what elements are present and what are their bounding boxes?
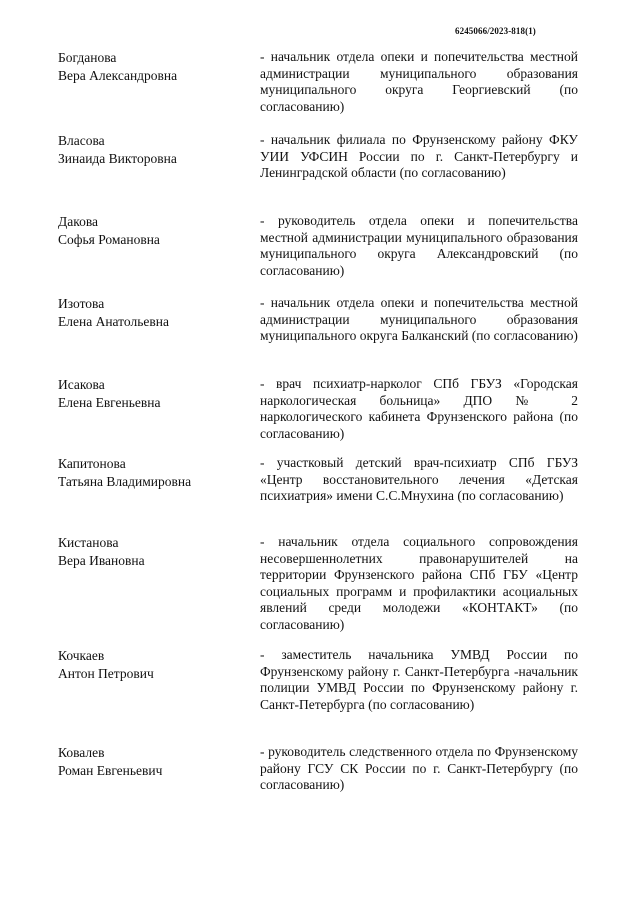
member-role: - заместитель начальника УМВД России по Фрунзенскому району г. Санкт-Петербурга -начальник полиции УМВД России по Фрунзенскому району г. Санкт-Петербурга (по согласованию) bbox=[260, 647, 578, 712]
member-surname: Ковалев bbox=[58, 745, 105, 760]
member-role: - руководитель следственного отдела по Фрунзенскому району ГСУ СК России по г. Санкт-Петербургу (по согласованию) bbox=[260, 744, 578, 793]
member-name bbox=[58, 132, 243, 168]
member-name bbox=[58, 295, 243, 331]
document-number: 6245066/2023-818(1) bbox=[455, 26, 536, 36]
member-role: - начальник отдела социального сопровождения несовершеннолетних правонарушителей на территории Фрунзенского района СПб ГБУ «Центр социальных программ и профилактики асоциальных явлений среди молодежи «КОНТАКТ» (по согласованию) bbox=[260, 534, 578, 632]
member-surname: Кистанова bbox=[58, 535, 119, 550]
member-role: - начальник отдела опеки и попечительства местной администрации муниципального образования муниципального округа Балканский (по согласованию) bbox=[260, 295, 578, 344]
member-surname: Капитонова bbox=[58, 456, 126, 471]
member-role: - начальник отдела опеки и попечительства местной администрации муниципального образования муниципального округа Георгиевский (по согласованию) bbox=[260, 49, 578, 114]
member-given-names: Вера Александровна bbox=[58, 68, 178, 83]
member-given-names: Елена Анатольевна bbox=[58, 314, 169, 329]
member-name bbox=[58, 534, 243, 570]
member-surname: Кочкаев bbox=[58, 648, 105, 663]
member-name bbox=[58, 376, 243, 412]
member-role: - врач психиатр-нарколог СПб ГБУЗ «Городская наркологическая больница» ДПО № 2 наркологического кабинета Фрунзенского района (по согласованию) bbox=[260, 376, 578, 441]
member-given-names: Зинаида Викторовна bbox=[58, 151, 177, 166]
member-surname: Богданова bbox=[58, 50, 117, 65]
member-surname: Изотова bbox=[58, 296, 105, 311]
member-name bbox=[58, 647, 243, 683]
member-name bbox=[58, 744, 243, 780]
member-role: - начальник филиала по Фрунзенскому району ФКУ УИИ УФСИН России по г. Санкт-Петербургу и Ленинградской области (по согласованию) bbox=[260, 132, 578, 181]
member-given-names: Софья Романовна bbox=[58, 232, 160, 247]
member-given-names: Елена Евгеньевна bbox=[58, 395, 161, 410]
member-given-names: Вера Ивановна bbox=[58, 553, 145, 568]
member-given-names: Антон Петрович bbox=[58, 666, 154, 681]
member-given-names: Роман Евгеньевич bbox=[58, 763, 163, 778]
member-given-names: Татьяна Владимировна bbox=[58, 474, 192, 489]
member-role: - участковый детский врач-психиатр СПб ГБУЗ «Центр восстановительного лечения «Детская психиатрия» имени С.С.Мнухина (по согласованию) bbox=[260, 455, 578, 504]
member-name bbox=[58, 455, 243, 491]
member-name bbox=[58, 213, 243, 249]
member-name bbox=[58, 49, 243, 85]
member-surname: Исакова bbox=[58, 377, 105, 392]
member-surname: Дакова bbox=[58, 214, 99, 229]
member-role: - руководитель отдела опеки и попечительства местной администрации муниципального образования муниципального округа Александровский (по согласованию) bbox=[260, 213, 578, 278]
member-surname: Власова bbox=[58, 133, 105, 148]
